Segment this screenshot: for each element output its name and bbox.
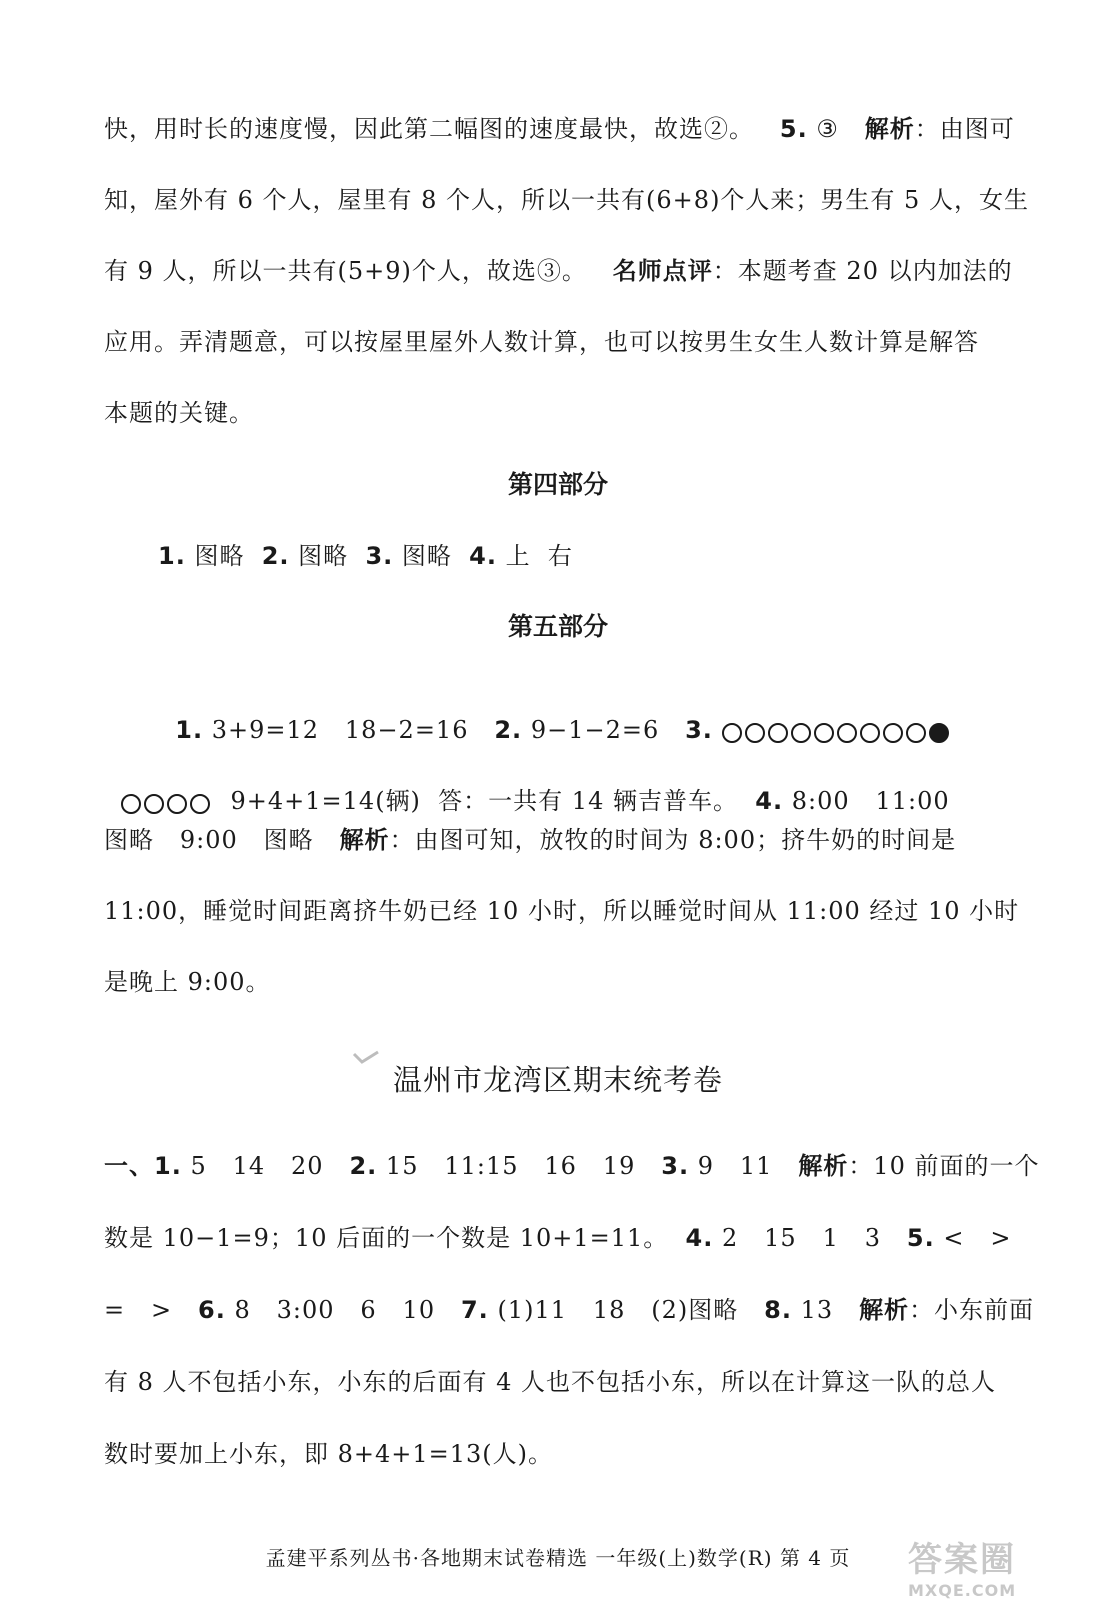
open-circle xyxy=(860,723,880,743)
text-line xyxy=(104,1438,1004,1470)
line-text xyxy=(213,787,949,815)
section-heading: 第四部分 xyxy=(507,470,608,499)
open-circle xyxy=(837,723,857,743)
section-heading: 第五部分 xyxy=(507,612,608,641)
watermark-url: MXQE.COM xyxy=(908,1581,1017,1600)
bold-text: 4. xyxy=(755,787,784,815)
bold-text: 解析 xyxy=(864,115,915,143)
open-circle xyxy=(906,723,926,743)
bold-text: 3. xyxy=(661,1152,690,1180)
bold-text: 5. xyxy=(779,115,808,143)
bold-text: 4. xyxy=(685,1224,714,1252)
bold-text: 5. xyxy=(906,1224,935,1252)
open-circle xyxy=(144,794,164,814)
answer-line xyxy=(104,753,1004,819)
text-line xyxy=(104,1366,1004,1398)
open-circle xyxy=(791,723,811,743)
bold-text: 1. xyxy=(158,542,186,570)
open-circle xyxy=(768,723,788,743)
text-run: 13 xyxy=(792,1296,860,1324)
watermark-text: 答案圈 xyxy=(908,1540,1016,1580)
text-run: 有 8 人不包括小东，小东的后面有 4 人也不包括小东，所以在计算这一队的总人 xyxy=(104,1368,997,1396)
bold-text: 4. xyxy=(469,542,497,570)
open-circle xyxy=(121,794,141,814)
open-circle xyxy=(814,723,834,743)
text-line xyxy=(104,1222,1012,1254)
text-run: 是晚上 9:00。 xyxy=(104,968,271,996)
text-line xyxy=(104,184,1029,216)
bold-text: 2. xyxy=(349,1152,378,1180)
text-run: 有 9 人，所以一共有(5+9)个人，故选③。 xyxy=(104,257,613,285)
text-run: 数是 10−1=9；10 后面的一个数是 10+1=11。 xyxy=(104,1224,686,1252)
bold-text: 解析 xyxy=(798,1152,849,1180)
text-run: 本题的关键。 xyxy=(104,399,254,427)
text-run: 快，用时长的速度慢，因此第二幅图的速度最快，故选②。 xyxy=(104,115,780,143)
text-run: 知，屋外有 6 个人，屋里有 8 个人，所以一共有(6+8)个人来；男生有 5 人，女生 xyxy=(104,186,1029,214)
page-footer: 孟建平系列丛书·各地期末试卷精选 一年级(上)数学(R) 第 4 页 xyxy=(265,1546,851,1570)
answer-line xyxy=(158,540,1058,572)
text-run: 9−1−2=6 xyxy=(522,716,686,744)
bold-text: 名师点评 xyxy=(612,257,713,285)
text-run: 图略 xyxy=(185,542,262,570)
circle-row xyxy=(121,787,213,819)
text-run: 15 11:15 16 19 xyxy=(377,1152,662,1180)
exam-title: 温州市龙湾区期末统考卷 xyxy=(392,1063,723,1097)
text-run: = > xyxy=(104,1296,198,1324)
text-line xyxy=(104,1150,1040,1182)
text-run: 应用。弄清题意，可以按屋里屋外人数计算，也可以按男生女生人数计算是解答 xyxy=(104,328,979,356)
text-line xyxy=(104,397,1004,429)
text-line xyxy=(104,966,1004,998)
answer-line xyxy=(158,682,1058,748)
open-circle xyxy=(745,723,765,743)
open-circle xyxy=(883,723,903,743)
text-run: ：由图可知，放牧的时间为 8:00；挤牛奶的时间是 xyxy=(389,826,957,854)
text-line xyxy=(104,824,1004,856)
watermark-logo xyxy=(908,1532,1098,1600)
bold-text: 一、1. xyxy=(104,1152,182,1180)
text-run: ③ xyxy=(807,115,865,143)
text-run: 8:00 11:00 xyxy=(783,787,950,815)
bold-text: 8. xyxy=(764,1296,792,1324)
line-text xyxy=(175,716,721,744)
text-run: 5 14 20 xyxy=(181,1152,350,1180)
bold-text: 2. xyxy=(494,716,523,744)
text-run: < > xyxy=(934,1224,1012,1252)
text-run: (1)11 18 (2)图略 xyxy=(488,1296,765,1324)
bold-text: 2. xyxy=(261,542,290,570)
text-run: 9+4+1=14(辆) 答：一共有 14 辆吉普车。 xyxy=(213,787,756,815)
text-run: ：由图可 xyxy=(914,115,1015,143)
text-run: 上 右 xyxy=(496,542,573,570)
text-line xyxy=(104,895,1020,927)
bold-text: 3. xyxy=(365,542,394,570)
text-run: 8 3:00 6 10 xyxy=(225,1296,461,1324)
text-run: 9 11 xyxy=(689,1152,799,1180)
text-run: 图略 xyxy=(393,542,470,570)
bold-text: 3. xyxy=(685,716,713,744)
text-line xyxy=(104,326,1004,358)
text-run: 图略 9:00 图略 xyxy=(104,826,340,854)
text-run: 3+9=12 18−2=16 xyxy=(203,716,495,744)
text-run: ：小东前面 xyxy=(909,1296,1035,1324)
text-run: 2 15 1 3 xyxy=(713,1224,907,1252)
text-run: ：10 前面的一个 xyxy=(848,1152,1040,1180)
text-run: 数时要加上小东，即 8+4+1=13(人)。 xyxy=(104,1440,554,1468)
text-run: 11:00，睡觉时间距离挤牛奶已经 10 小时，所以睡觉时间从 11:00 经过 10 小时 xyxy=(104,897,1020,925)
text-run xyxy=(713,716,722,744)
bold-text: 解析 xyxy=(859,1296,910,1324)
open-circle xyxy=(722,723,742,743)
open-circle xyxy=(190,794,210,814)
bold-text: 6. xyxy=(198,1296,226,1324)
circle-row xyxy=(722,716,952,748)
bold-text: 7. xyxy=(460,1296,489,1324)
text-line xyxy=(104,113,1015,145)
bold-text: 解析 xyxy=(339,826,390,854)
text-run: ：本题考查 20 以内加法的 xyxy=(712,257,1013,285)
text-line xyxy=(104,255,1013,287)
text-line xyxy=(104,1294,1035,1326)
filled-circle xyxy=(929,723,949,743)
open-circle xyxy=(167,794,187,814)
bold-text: 1. xyxy=(175,716,204,744)
text-run: 图略 xyxy=(289,542,366,570)
